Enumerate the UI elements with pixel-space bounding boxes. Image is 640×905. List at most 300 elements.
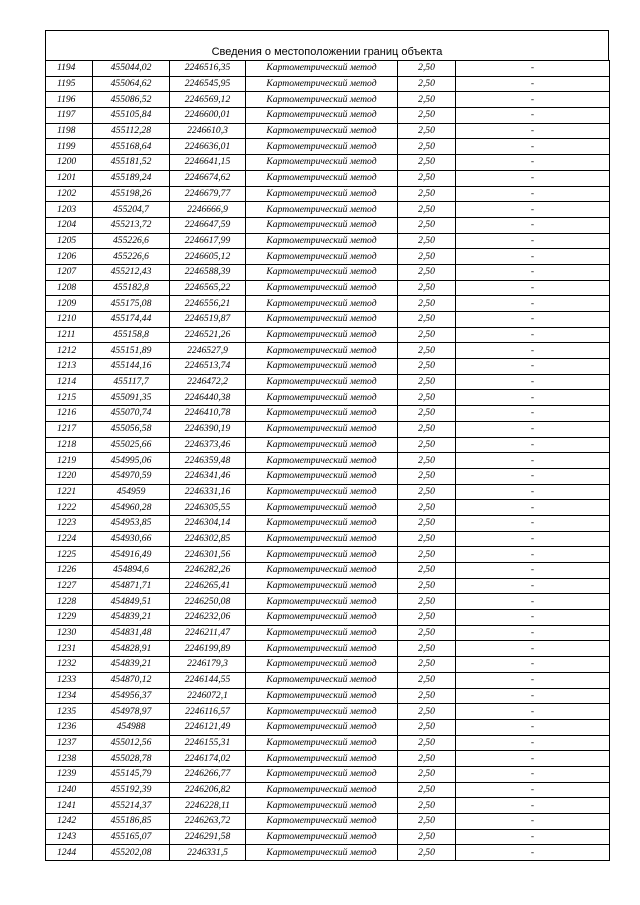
table-row	[46, 766, 610, 782]
precision-value-cell: 2,50	[398, 202, 456, 218]
precision-value-cell: 2,50	[398, 798, 456, 814]
determination-method-cell: Картометрический метод	[246, 594, 398, 610]
coordinate-y-cell: 2246179,3	[170, 657, 246, 673]
precision-value-cell: 2,50	[398, 515, 456, 531]
coordinate-x-cell: 454970,59	[93, 468, 170, 484]
coordinate-x-cell: 455214,37	[93, 798, 170, 814]
table-row	[46, 798, 610, 814]
coordinate-x-cell: 455182,8	[93, 280, 170, 296]
determination-method-cell: Картометрический метод	[246, 327, 398, 343]
precision-value-cell: 2,50	[398, 76, 456, 92]
determination-method-cell: Картометрический метод	[246, 202, 398, 218]
coordinate-y-cell: 2246206,82	[170, 782, 246, 798]
point-number-cell: 1225	[46, 547, 93, 563]
coordinate-y-cell: 2246527,9	[170, 343, 246, 359]
coordinates-table-body	[46, 61, 610, 861]
table-row	[46, 92, 610, 108]
coordinate-y-cell: 2246291,58	[170, 829, 246, 845]
coordinate-x-cell: 454930,66	[93, 531, 170, 547]
table-row	[46, 484, 610, 500]
determination-method-cell: Картометрический метод	[246, 92, 398, 108]
precision-value-cell: 2,50	[398, 327, 456, 343]
point-description-cell: -	[456, 814, 610, 830]
point-number-cell: 1227	[46, 578, 93, 594]
determination-method-cell: Картометрический метод	[246, 515, 398, 531]
coordinate-x-cell: 455186,85	[93, 814, 170, 830]
coordinate-y-cell: 2246341,46	[170, 468, 246, 484]
point-description-cell: -	[456, 61, 610, 77]
coordinate-x-cell: 455044,02	[93, 61, 170, 77]
point-number-cell: 1210	[46, 312, 93, 328]
precision-value-cell: 2,50	[398, 217, 456, 233]
point-description-cell: -	[456, 751, 610, 767]
table-title: Сведения о местоположении границ объекта	[211, 46, 443, 58]
determination-method-cell: Картометрический метод	[246, 280, 398, 296]
coordinate-x-cell: 454894,6	[93, 563, 170, 579]
determination-method-cell: Картометрический метод	[246, 468, 398, 484]
table-row	[46, 500, 610, 516]
point-number-cell: 1205	[46, 233, 93, 249]
point-description-cell: -	[456, 170, 610, 186]
point-description-cell: -	[456, 672, 610, 688]
point-description-cell: -	[456, 249, 610, 265]
table-row	[46, 217, 610, 233]
point-number-cell: 1241	[46, 798, 93, 814]
table-row	[46, 249, 610, 265]
coordinate-x-cell: 454828,91	[93, 641, 170, 657]
precision-value-cell: 2,50	[398, 61, 456, 77]
point-number-cell: 1200	[46, 155, 93, 171]
precision-value-cell: 2,50	[398, 390, 456, 406]
coordinate-x-cell: 454839,21	[93, 657, 170, 673]
precision-value-cell: 2,50	[398, 672, 456, 688]
coordinate-y-cell: 2246565,22	[170, 280, 246, 296]
table-row	[46, 280, 610, 296]
determination-method-cell: Картометрический метод	[246, 641, 398, 657]
precision-value-cell: 2,50	[398, 719, 456, 735]
determination-method-cell: Картометрический метод	[246, 249, 398, 265]
coordinate-x-cell: 454988	[93, 719, 170, 735]
point-number-cell: 1231	[46, 641, 93, 657]
point-description-cell: -	[456, 155, 610, 171]
coordinates-table	[45, 60, 610, 861]
coordinate-x-cell: 455213,72	[93, 217, 170, 233]
determination-method-cell: Картометрический метод	[246, 217, 398, 233]
precision-value-cell: 2,50	[398, 296, 456, 312]
precision-value-cell: 2,50	[398, 264, 456, 280]
table-row	[46, 406, 610, 422]
determination-method-cell: Картометрический метод	[246, 735, 398, 751]
point-description-cell: -	[456, 704, 610, 720]
coordinate-y-cell: 2246199,89	[170, 641, 246, 657]
determination-method-cell: Картометрический метод	[246, 123, 398, 139]
precision-value-cell: 2,50	[398, 704, 456, 720]
determination-method-cell: Картометрический метод	[246, 610, 398, 626]
table-row	[46, 641, 610, 657]
coordinate-y-cell: 2246605,12	[170, 249, 246, 265]
point-description-cell: -	[456, 76, 610, 92]
coordinate-x-cell: 455105,84	[93, 108, 170, 124]
point-description-cell: -	[456, 468, 610, 484]
point-number-cell: 1209	[46, 296, 93, 312]
point-description-cell: -	[456, 453, 610, 469]
coordinate-y-cell: 2246513,74	[170, 359, 246, 375]
coordinate-x-cell: 455181,52	[93, 155, 170, 171]
precision-value-cell: 2,50	[398, 123, 456, 139]
point-number-cell: 1206	[46, 249, 93, 265]
point-description-cell: -	[456, 782, 610, 798]
table-row	[46, 170, 610, 186]
table-row	[46, 845, 610, 861]
precision-value-cell: 2,50	[398, 531, 456, 547]
determination-method-cell: Картометрический метод	[246, 76, 398, 92]
table-row	[46, 453, 610, 469]
point-description-cell: -	[456, 280, 610, 296]
point-description-cell: -	[456, 547, 610, 563]
coordinate-y-cell: 2246519,87	[170, 312, 246, 328]
point-number-cell: 1240	[46, 782, 93, 798]
precision-value-cell: 2,50	[398, 578, 456, 594]
coordinate-y-cell: 2246232,06	[170, 610, 246, 626]
coordinate-y-cell: 2246556,21	[170, 296, 246, 312]
coordinate-x-cell: 455189,24	[93, 170, 170, 186]
precision-value-cell: 2,50	[398, 751, 456, 767]
determination-method-cell: Картометрический метод	[246, 829, 398, 845]
coordinate-y-cell: 2246390,19	[170, 421, 246, 437]
coordinate-x-cell: 455202,08	[93, 845, 170, 861]
point-description-cell: -	[456, 390, 610, 406]
point-description-cell: -	[456, 500, 610, 516]
coordinate-y-cell: 2246072,1	[170, 688, 246, 704]
coordinate-y-cell: 2246301,56	[170, 547, 246, 563]
coordinate-y-cell: 2246121,49	[170, 719, 246, 735]
table-row	[46, 563, 610, 579]
point-description-cell: -	[456, 186, 610, 202]
coordinate-y-cell: 2246305,55	[170, 500, 246, 516]
coordinate-x-cell: 455226,6	[93, 249, 170, 265]
determination-method-cell: Картометрический метод	[246, 719, 398, 735]
precision-value-cell: 2,50	[398, 374, 456, 390]
coordinate-y-cell: 2246266,77	[170, 766, 246, 782]
determination-method-cell: Картометрический метод	[246, 484, 398, 500]
coordinate-x-cell: 455198,26	[93, 186, 170, 202]
point-description-cell: -	[456, 515, 610, 531]
point-number-cell: 1222	[46, 500, 93, 516]
precision-value-cell: 2,50	[398, 186, 456, 202]
coordinate-x-cell: 454871,71	[93, 578, 170, 594]
point-description-cell: -	[456, 719, 610, 735]
coordinate-y-cell: 2246440,38	[170, 390, 246, 406]
precision-value-cell: 2,50	[398, 233, 456, 249]
table-row	[46, 657, 610, 673]
point-number-cell: 1198	[46, 123, 93, 139]
table-title-box	[45, 30, 609, 60]
point-description-cell: -	[456, 845, 610, 861]
table-row	[46, 139, 610, 155]
determination-method-cell: Картометрический метод	[246, 233, 398, 249]
determination-method-cell: Картометрический метод	[246, 374, 398, 390]
determination-method-cell: Картометрический метод	[246, 437, 398, 453]
table-row	[46, 155, 610, 171]
determination-method-cell: Картометрический метод	[246, 798, 398, 814]
determination-method-cell: Картометрический метод	[246, 170, 398, 186]
determination-method-cell: Картометрический метод	[246, 578, 398, 594]
point-description-cell: -	[456, 233, 610, 249]
coordinate-x-cell: 455086,52	[93, 92, 170, 108]
determination-method-cell: Картометрический метод	[246, 531, 398, 547]
point-number-cell: 1223	[46, 515, 93, 531]
coordinate-y-cell: 2246155,31	[170, 735, 246, 751]
coordinate-y-cell: 2246679,77	[170, 186, 246, 202]
point-number-cell: 1197	[46, 108, 93, 124]
point-description-cell: -	[456, 296, 610, 312]
point-description-cell: -	[456, 421, 610, 437]
point-description-cell: -	[456, 343, 610, 359]
coordinate-y-cell: 2246211,47	[170, 625, 246, 641]
determination-method-cell: Картометрический метод	[246, 359, 398, 375]
coordinate-y-cell: 2246588,39	[170, 264, 246, 280]
determination-method-cell: Картометрический метод	[246, 547, 398, 563]
table-row	[46, 108, 610, 124]
point-number-cell: 1233	[46, 672, 93, 688]
point-description-cell: -	[456, 563, 610, 579]
table-row	[46, 233, 610, 249]
determination-method-cell: Картометрический метод	[246, 296, 398, 312]
table-row	[46, 390, 610, 406]
coordinate-y-cell: 2246228,11	[170, 798, 246, 814]
precision-value-cell: 2,50	[398, 814, 456, 830]
point-description-cell: -	[456, 641, 610, 657]
coordinate-y-cell: 2246472,2	[170, 374, 246, 390]
coordinate-x-cell: 454978,97	[93, 704, 170, 720]
point-number-cell: 1224	[46, 531, 93, 547]
table-row	[46, 123, 610, 139]
table-row	[46, 782, 610, 798]
determination-method-cell: Картометрический метод	[246, 312, 398, 328]
coordinate-x-cell: 455056,58	[93, 421, 170, 437]
coordinate-y-cell: 2246265,41	[170, 578, 246, 594]
point-number-cell: 1229	[46, 610, 93, 626]
table-row	[46, 296, 610, 312]
point-description-cell: -	[456, 578, 610, 594]
precision-value-cell: 2,50	[398, 563, 456, 579]
determination-method-cell: Картометрический метод	[246, 186, 398, 202]
table-row	[46, 264, 610, 280]
table-row	[46, 751, 610, 767]
point-number-cell: 1228	[46, 594, 93, 610]
coordinate-y-cell: 2246410,78	[170, 406, 246, 422]
table-row	[46, 625, 610, 641]
determination-method-cell: Картометрический метод	[246, 657, 398, 673]
coordinate-x-cell: 455025,66	[93, 437, 170, 453]
point-description-cell: -	[456, 735, 610, 751]
table-row	[46, 327, 610, 343]
table-row	[46, 688, 610, 704]
precision-value-cell: 2,50	[398, 108, 456, 124]
point-number-cell: 1242	[46, 814, 93, 830]
point-number-cell: 1221	[46, 484, 93, 500]
precision-value-cell: 2,50	[398, 406, 456, 422]
point-number-cell: 1214	[46, 374, 93, 390]
point-description-cell: -	[456, 610, 610, 626]
coordinate-x-cell: 454959	[93, 484, 170, 500]
point-number-cell: 1199	[46, 139, 93, 155]
determination-method-cell: Картометрический метод	[246, 406, 398, 422]
coordinate-x-cell: 455175,08	[93, 296, 170, 312]
coordinate-x-cell: 454956,37	[93, 688, 170, 704]
point-number-cell: 1208	[46, 280, 93, 296]
point-description-cell: -	[456, 437, 610, 453]
point-description-cell: -	[456, 484, 610, 500]
precision-value-cell: 2,50	[398, 625, 456, 641]
table-row	[46, 610, 610, 626]
coordinate-x-cell: 454953,85	[93, 515, 170, 531]
point-number-cell: 1195	[46, 76, 93, 92]
coordinate-x-cell: 454960,28	[93, 500, 170, 516]
table-row	[46, 531, 610, 547]
coordinate-y-cell: 2246545,95	[170, 76, 246, 92]
coordinate-x-cell: 455158,8	[93, 327, 170, 343]
point-number-cell: 1204	[46, 217, 93, 233]
determination-method-cell: Картометрический метод	[246, 704, 398, 720]
point-number-cell: 1226	[46, 563, 93, 579]
point-number-cell: 1230	[46, 625, 93, 641]
table-row	[46, 468, 610, 484]
coordinate-y-cell: 2246521,26	[170, 327, 246, 343]
point-number-cell: 1207	[46, 264, 93, 280]
coordinate-x-cell: 455064,62	[93, 76, 170, 92]
coordinate-x-cell: 454849,51	[93, 594, 170, 610]
point-description-cell: -	[456, 327, 610, 343]
point-number-cell: 1201	[46, 170, 93, 186]
coordinate-y-cell: 2246373,46	[170, 437, 246, 453]
coordinate-x-cell: 455168,64	[93, 139, 170, 155]
table-row	[46, 704, 610, 720]
coordinate-y-cell: 2246116,57	[170, 704, 246, 720]
coordinate-x-cell: 455226,6	[93, 233, 170, 249]
table-row	[46, 186, 610, 202]
coordinate-y-cell: 2246610,3	[170, 123, 246, 139]
determination-method-cell: Картометрический метод	[246, 343, 398, 359]
determination-method-cell: Картометрический метод	[246, 814, 398, 830]
coordinate-x-cell: 455192,39	[93, 782, 170, 798]
precision-value-cell: 2,50	[398, 688, 456, 704]
coordinate-x-cell: 455112,28	[93, 123, 170, 139]
point-description-cell: -	[456, 264, 610, 280]
point-number-cell: 1212	[46, 343, 93, 359]
determination-method-cell: Картометрический метод	[246, 108, 398, 124]
point-number-cell: 1217	[46, 421, 93, 437]
determination-method-cell: Картометрический метод	[246, 782, 398, 798]
point-description-cell: -	[456, 108, 610, 124]
coordinate-x-cell: 454831,48	[93, 625, 170, 641]
coordinate-y-cell: 2246302,85	[170, 531, 246, 547]
precision-value-cell: 2,50	[398, 155, 456, 171]
precision-value-cell: 2,50	[398, 845, 456, 861]
coordinate-y-cell: 2246617,99	[170, 233, 246, 249]
coordinate-y-cell: 2246282,26	[170, 563, 246, 579]
coordinate-x-cell: 454995,06	[93, 453, 170, 469]
point-description-cell: -	[456, 766, 610, 782]
precision-value-cell: 2,50	[398, 249, 456, 265]
table-row	[46, 814, 610, 830]
boundary-coordinates-sheet	[45, 30, 609, 861]
point-number-cell: 1244	[46, 845, 93, 861]
precision-value-cell: 2,50	[398, 829, 456, 845]
point-number-cell: 1234	[46, 688, 93, 704]
table-row	[46, 829, 610, 845]
coordinate-y-cell: 2246331,5	[170, 845, 246, 861]
point-description-cell: -	[456, 359, 610, 375]
precision-value-cell: 2,50	[398, 359, 456, 375]
point-number-cell: 1239	[46, 766, 93, 782]
table-row	[46, 421, 610, 437]
coordinate-y-cell: 2246144,55	[170, 672, 246, 688]
coordinate-x-cell: 455174,44	[93, 312, 170, 328]
point-number-cell: 1202	[46, 186, 93, 202]
table-row	[46, 437, 610, 453]
point-description-cell: -	[456, 625, 610, 641]
coordinate-x-cell: 454916,49	[93, 547, 170, 563]
point-number-cell: 1203	[46, 202, 93, 218]
precision-value-cell: 2,50	[398, 657, 456, 673]
precision-value-cell: 2,50	[398, 312, 456, 328]
precision-value-cell: 2,50	[398, 437, 456, 453]
determination-method-cell: Картометрический метод	[246, 766, 398, 782]
point-number-cell: 1237	[46, 735, 93, 751]
coordinate-x-cell: 455028,78	[93, 751, 170, 767]
coordinate-x-cell: 455212,43	[93, 264, 170, 280]
precision-value-cell: 2,50	[398, 453, 456, 469]
point-description-cell: -	[456, 829, 610, 845]
point-number-cell: 1238	[46, 751, 93, 767]
precision-value-cell: 2,50	[398, 484, 456, 500]
coordinate-x-cell: 454870,12	[93, 672, 170, 688]
coordinate-x-cell: 455165,07	[93, 829, 170, 845]
table-row	[46, 672, 610, 688]
point-number-cell: 1232	[46, 657, 93, 673]
coordinate-x-cell: 454839,21	[93, 610, 170, 626]
table-row	[46, 202, 610, 218]
coordinate-x-cell: 455117,7	[93, 374, 170, 390]
table-row	[46, 312, 610, 328]
determination-method-cell: Картометрический метод	[246, 625, 398, 641]
determination-method-cell: Картометрический метод	[246, 421, 398, 437]
point-number-cell: 1196	[46, 92, 93, 108]
table-row	[46, 594, 610, 610]
coordinate-x-cell: 455145,79	[93, 766, 170, 782]
precision-value-cell: 2,50	[398, 547, 456, 563]
precision-value-cell: 2,50	[398, 766, 456, 782]
point-description-cell: -	[456, 92, 610, 108]
point-number-cell: 1235	[46, 704, 93, 720]
coordinate-y-cell: 2246516,35	[170, 61, 246, 77]
coordinate-y-cell: 2246636,01	[170, 139, 246, 155]
determination-method-cell: Картометрический метод	[246, 845, 398, 861]
point-description-cell: -	[456, 688, 610, 704]
table-row	[46, 374, 610, 390]
precision-value-cell: 2,50	[398, 343, 456, 359]
precision-value-cell: 2,50	[398, 641, 456, 657]
precision-value-cell: 2,50	[398, 594, 456, 610]
table-row	[46, 735, 610, 751]
precision-value-cell: 2,50	[398, 421, 456, 437]
coordinate-x-cell: 455091,35	[93, 390, 170, 406]
coordinate-x-cell: 455070,74	[93, 406, 170, 422]
table-row	[46, 343, 610, 359]
coordinate-y-cell: 2246250,08	[170, 594, 246, 610]
determination-method-cell: Картометрический метод	[246, 688, 398, 704]
